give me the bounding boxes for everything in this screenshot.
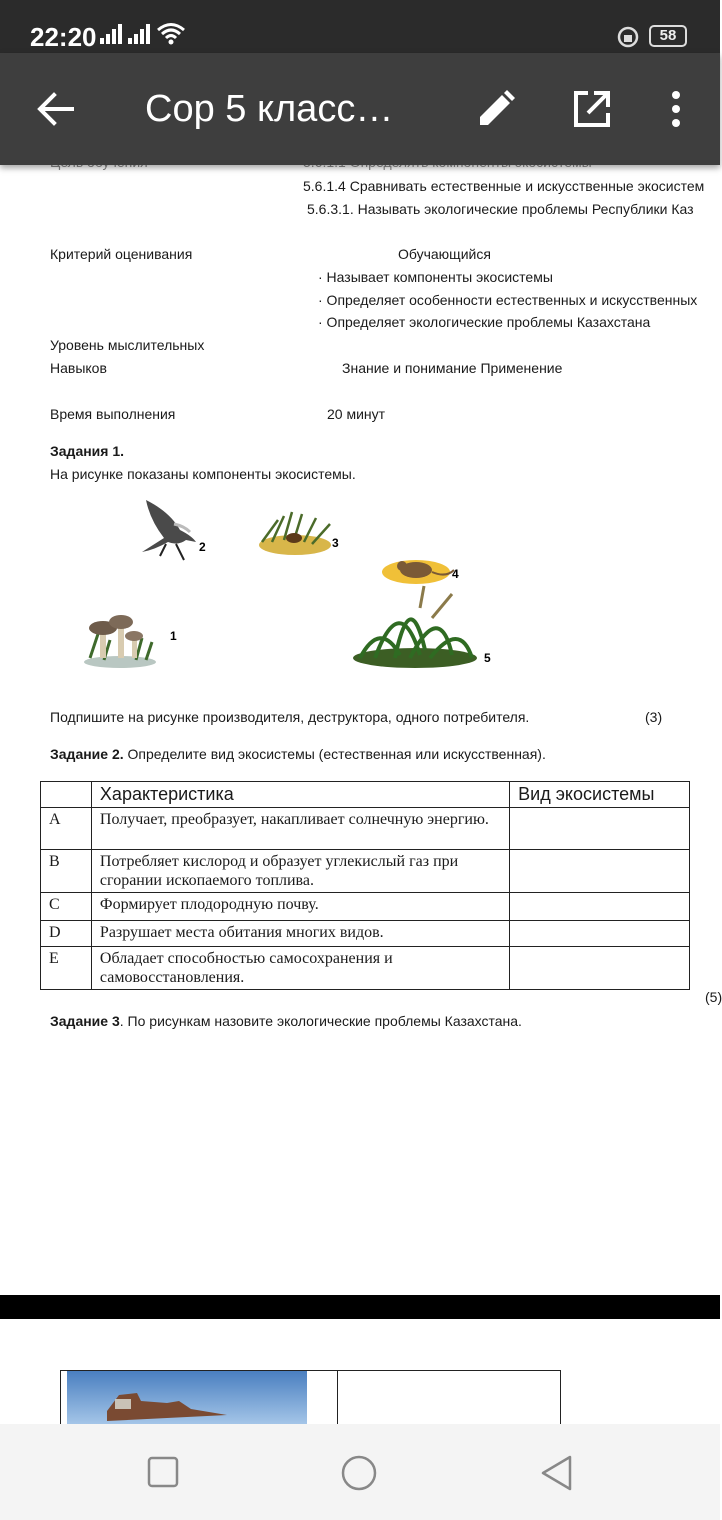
task2-text: Определите вид экосистемы (естественная или искусственная).: [123, 746, 546, 762]
ship-photo: [67, 1371, 307, 1427]
wifi-icon: [156, 22, 186, 46]
document-title: Сор 5 класс…: [145, 88, 394, 130]
table-row: [41, 921, 690, 947]
task3-title: Задание 3: [50, 1013, 120, 1029]
time-label: Время выполнения: [50, 406, 176, 422]
triangle-back-icon[interactable]: [538, 1454, 574, 1492]
row-answer-cell[interactable]: [510, 893, 690, 921]
figure-label: 4: [452, 567, 459, 581]
battery-indicator: 58: [649, 25, 687, 47]
table-row: [41, 850, 690, 893]
task1-points: (3): [645, 709, 663, 725]
table-row: [41, 808, 690, 850]
grass-tuft-image: [259, 512, 331, 555]
grass-bush-image: [353, 586, 477, 668]
task3-text: . По рисункам назовите экологические проблемы Казахстана.: [119, 1013, 522, 1029]
row-letter: D: [41, 921, 92, 947]
navigation-bar: [0, 1424, 720, 1520]
square-icon[interactable]: [147, 1456, 179, 1488]
row-answer-cell[interactable]: [510, 808, 690, 850]
objective-3: 5.6.3.1. Называть экологические проблемы Республики Каз: [307, 201, 694, 217]
mushrooms-image: [84, 615, 156, 668]
ecosystem-figure: [80, 490, 510, 680]
row-characteristic: Обладает способностью самосохранения и самовосстановления.: [91, 947, 509, 990]
signal-icon: [128, 24, 152, 44]
task2-title: Задание 2.: [50, 746, 124, 762]
page-separator: [0, 1295, 720, 1319]
table-header: Характеристика: [91, 782, 509, 808]
task1-title: Задания 1.: [50, 443, 125, 459]
next-page[interactable]: [0, 1319, 720, 1429]
characteristics-table: [40, 781, 690, 990]
criteria-label: Критерий оценивания: [50, 246, 193, 262]
open-external-icon[interactable]: [572, 89, 612, 129]
table-row: [41, 893, 690, 921]
level-value: Знание и понимание Применение: [342, 360, 563, 376]
level-label: Навыков: [50, 360, 107, 376]
eagle-image: [142, 500, 196, 560]
criteria-item: · Определяет экологические проблемы Казахстана: [318, 314, 651, 330]
mouse-image: [382, 560, 454, 584]
circle-icon[interactable]: [340, 1454, 378, 1492]
criteria-item: · Называет компоненты экосистемы: [318, 269, 553, 285]
signal-icon: [100, 24, 124, 44]
task1-instruction: Подпишите на рисунке производителя, деструктора, одного потребителя.: [50, 709, 530, 725]
app-toolbar: [0, 53, 720, 165]
row-answer-cell[interactable]: [510, 850, 690, 893]
table-header: [41, 782, 92, 808]
row-characteristic: Формирует плодородную почву.: [91, 893, 509, 921]
row-answer-cell[interactable]: [510, 947, 690, 990]
row-characteristic: Потребляет кислород и образует углекислый газ при сгорании ископаемого топлива.: [91, 850, 509, 893]
row-letter: B: [41, 850, 92, 893]
task2-heading: [50, 746, 546, 762]
row-letter: A: [41, 808, 92, 850]
figure-label: 2: [199, 540, 206, 554]
criteria-item: · Определяет особенности естественных и искусственных: [318, 292, 698, 308]
learner-label: Обучающийся: [398, 246, 491, 262]
more-vert-icon[interactable]: [666, 89, 686, 129]
task3-heading: [50, 1013, 522, 1029]
row-letter: E: [41, 947, 92, 990]
back-arrow-icon[interactable]: [36, 89, 76, 129]
figure-label: 1: [170, 629, 177, 643]
task2-points: (5): [705, 989, 722, 1005]
figure-label: 3: [332, 536, 339, 550]
row-characteristic: Разрушает места обитания многих видов.: [91, 921, 509, 947]
document-page[interactable]: [0, 150, 720, 1295]
table-row: [41, 947, 690, 990]
alarm-icon: [616, 24, 640, 48]
figure-label: 5: [484, 651, 491, 665]
level-label: Уровень мыслительных: [50, 337, 205, 353]
row-letter: C: [41, 893, 92, 921]
table-header-row: [41, 782, 690, 808]
row-answer-cell[interactable]: [510, 921, 690, 947]
pencil-icon[interactable]: [476, 89, 516, 129]
table-header: Вид экосистемы: [510, 782, 690, 808]
objective-2: 5.6.1.4 Сравнивать естественные и искусственные экосистем: [303, 178, 705, 194]
status-time: 22:20: [30, 22, 97, 52]
row-characteristic: Получает, преобразует, накапливает солнечную энергию.: [91, 808, 509, 850]
task1-text: На рисунке показаны компоненты экосистемы.: [50, 466, 356, 482]
time-value: 20 минут: [327, 406, 386, 422]
